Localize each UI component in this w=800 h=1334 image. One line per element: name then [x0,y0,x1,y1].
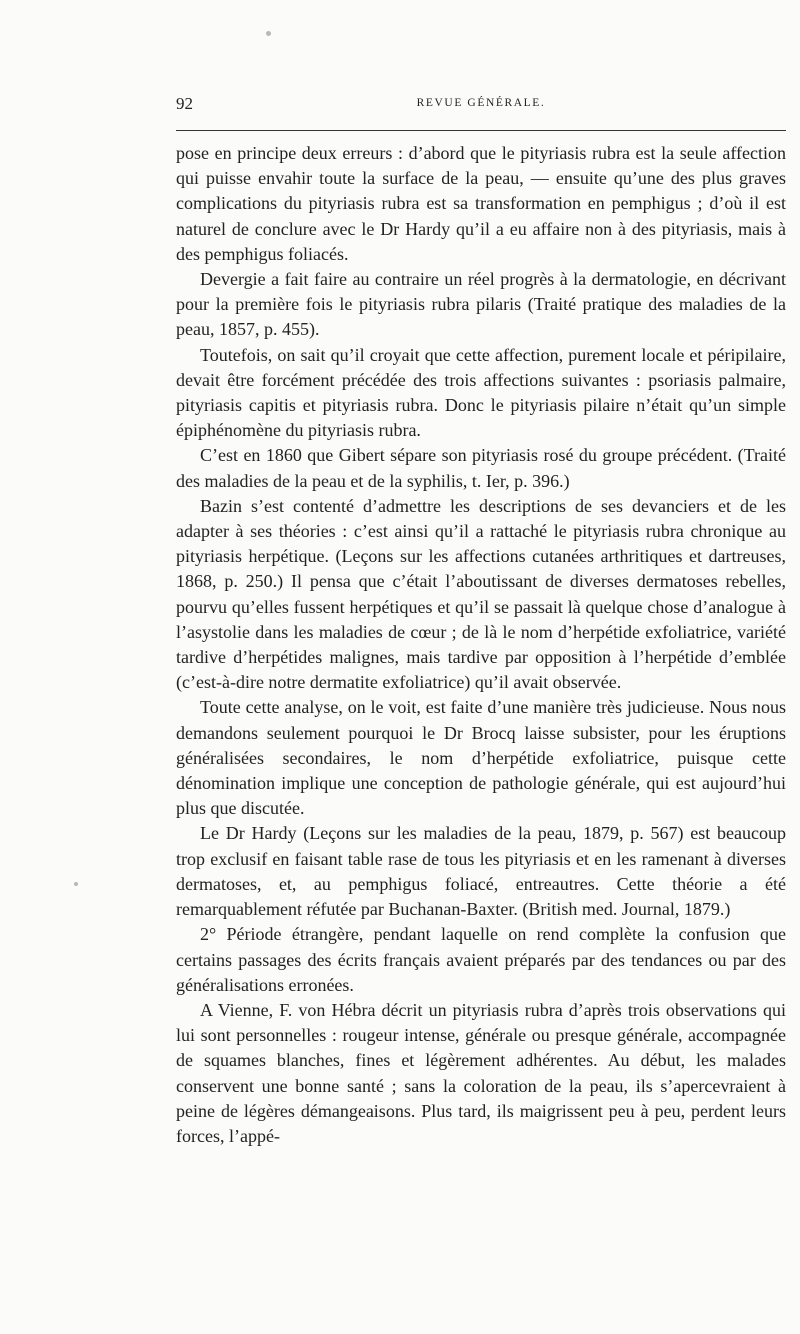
header-rule [176,130,786,131]
page-number: 92 [176,94,193,113]
running-title: REVUE GÉNÉRALE. [416,97,546,109]
speck-mark [74,882,78,886]
body-text [176,141,786,1149]
paragraph: Toutefois, on sait qu’il croyait que cette affection, purement locale et péripilaire, devait être forcément précédée des trois affections suivantes : psoriasis palmaire, pityriasis capitis et pityriasis rubra. Donc le pityriasis pilaire n’était qu’un simple épiphénomène du pityriasis rubra. [176,344,786,441]
paragraph: Toute cette analyse, on le voit, est faite d’une manière très judicieuse. Nous nous demandons seulement pourquoi le Dr Brocq laisse subsister, pour les éruptions généralisées secondaires, le nom d’herpétide exfoliatrice, puisque cette dénomination implique une conception de pathologie générale, qui est aujourd’hui plus que discutée. [176,697,786,819]
paragraph: Bazin s’est contenté d’admettre les descriptions de ses devanciers et de les adapter à ses théories : c’est ainsi qu’il a rattaché le pityriasis rubra chronique au pityriasis herpétique. (Leçons sur les affections cutanées arthritiques et dartreuses, 1868, p. 250.) Il pensa que c’était l’aboutissant de diverses dermatoses rebelles, pourvu qu’elles fussent herpétiques et qu’il se passait là quelque chose d’analogue à l’asystolie dans les maladies de cœur ; de là le nom d’herpétide exfoliatrice, variété tardive d’herpétides malignes, mais tardive par opposition à l’herpétide d’emblée (c’est-à-dire notre dermatite exfoliatrice) qu’il avait observée. [176,495,786,693]
running-header [176,94,786,116]
paragraph: pose en principe deux erreurs : d’abord que le pityriasis rubra est la seule affection qui puisse envahir toute la surface de la peau, — ensuite qu’une des plus graves complications du pityriasis rubra est sa transformation en pemphigus ; d’où il est naturel de conclure avec le Dr Hardy qu’il a eu affaire non à des pityriasis, mais à des pemphigus foliacés. [176,143,786,264]
paragraph: 2° Période étrangère, pendant laquelle on rend complète la confusion que certains passages des écrits français avaient préparés par des tendances ou par des généralisations erronées. [176,924,786,995]
paragraph: Devergie a fait faire au contraire un réel progrès à la dermatologie, en décrivant pour la première fois le pityriasis rubra pilaris (Traité pratique des maladies de la peau, 1857, p. 455). [176,269,786,340]
paragraph: A Vienne, F. von Hébra décrit un pityriasis rubra d’après trois observations qui lui sont personnelles : rougeur intense, générale ou presque générale, accompagnée de squames blanches, fines et légèrement adhérentes. Au début, les malades conservent une bonne santé ; sans la coloration de la peau, ils s’apercevraient à peine de légères démangeaisons. Plus tard, ils maigrissent peu à peu, perdent leurs forces, l’appé- [176,999,786,1146]
paragraph: C’est en 1860 que Gibert sépare son pityriasis rosé du groupe précédent. (Traité des maladies de la peau et de la syphilis, t. Ier, p. 396.) [176,445,786,491]
paragraph: Le Dr Hardy (Leçons sur les maladies de la peau, 1879, p. 567) est beaucoup trop exclusif en faisant table rase de tous les pityriasis et en les ramenant à diverses dermatoses, et, au pemphigus foliacé, entreautres. Cette théorie a été remarquablement réfutée par Buchanan-Baxter. (British med. Journal, 1879.) [176,823,786,920]
speck-mark [266,31,271,36]
